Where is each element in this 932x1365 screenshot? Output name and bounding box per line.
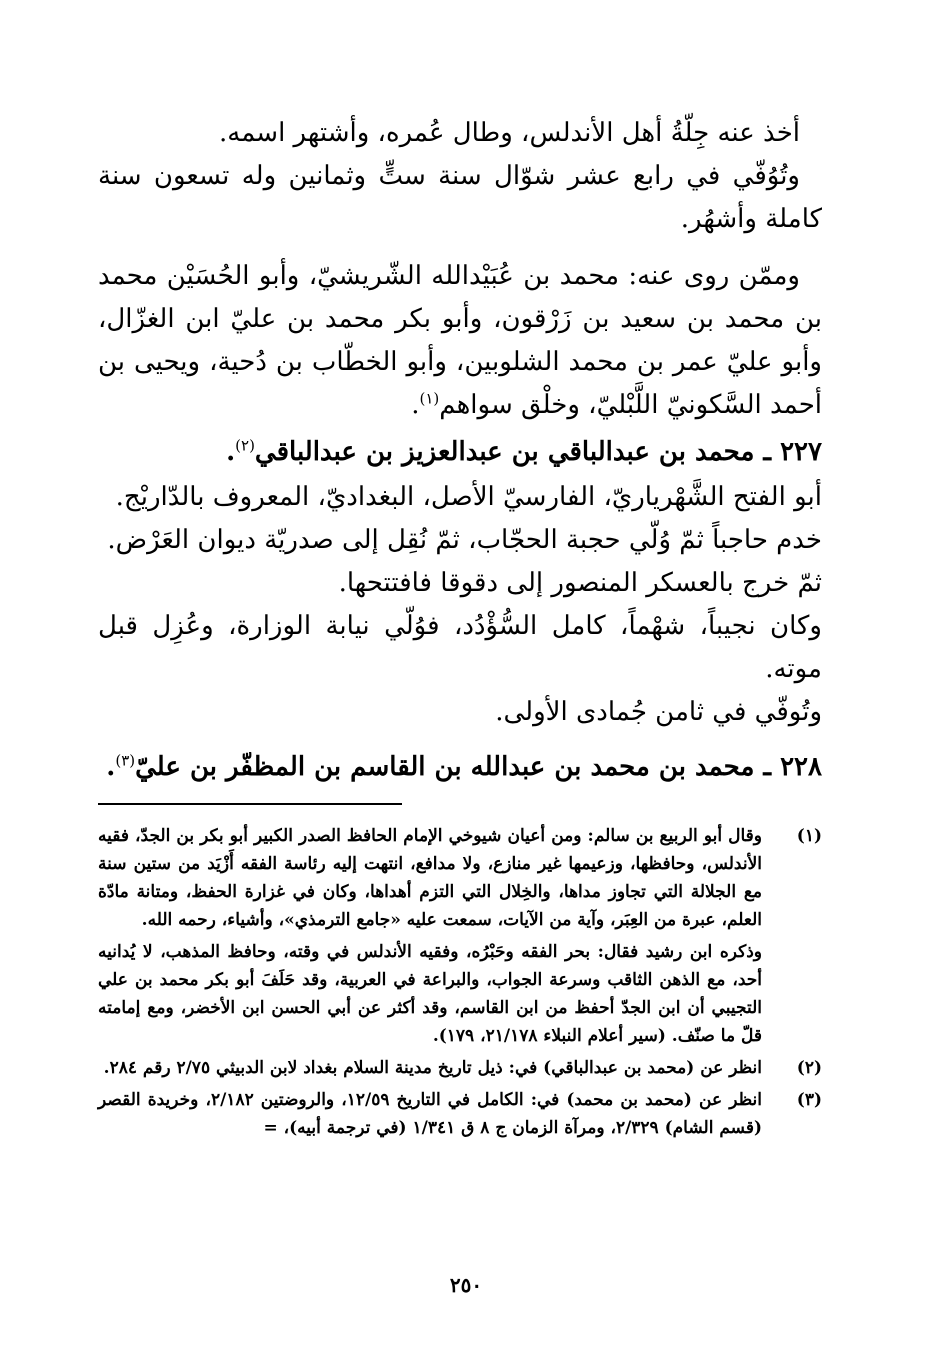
footnote-number: (٣) xyxy=(796,1090,822,1110)
footnote-text: وقال أبو الربيع بن سالم: ومن أعيان شيوخي الإمام الحافظ الصدر الكبير أبو بكر بن الجدّ، فقيه الأندلس، وحافظها، وزعيمها غير منازع، ولا مدافع، انتهت إليه رئاسة الفقه أَزْيَد من ستين سنة مع الجلالة التي تجاوز مداها، والخِلال التي التزم أهداها، وكان في غزارة الحفظ، ومتانة مادّة العلم، عبرة من العِبَر، وآية من الآيات، سمعت عليه «جامع الترمذي»، وأشياء، رحمه الله. xyxy=(98,826,762,930)
paragraph-end: . xyxy=(411,390,420,420)
footnote-text: وذكره ابن رشيد فقال: بحر الفقه وحَبْرُه، وفقيه الأندلس في وقته، وحافظ المذهب، لا يُدانيه أحد، مع الذهن الثاقب وسرعة الجواب، والبراعة في العربية، وقد حَلَفَ أبو بكر محمد بن علي التجيبي أن ابن الجدّ أحفظ من ابن القاسم، وقد أكثر عن أبي الحسن ابن الأخضر، ومع إمامته قلّ ما صنّف. (سير أعلام النبلاء ٢١/١٧٨، ١٧٩). xyxy=(98,942,762,1046)
paragraph: وكان نجيباً، شهْماً، كامل السُّؤْدُد، فوُلّي نيابة الوزارة، وعُزِل قبل موته. xyxy=(98,611,822,684)
footnote-ref: (٢) xyxy=(235,436,255,455)
footnote-body xyxy=(98,1054,762,1082)
footnote-number: (١) xyxy=(796,826,822,846)
footnotes xyxy=(98,822,822,1146)
footnote-text: انظر عن (محمد بن عبدالباقي) في: ذيل تاريخ مدينة السلام بغداد لابن الدبيثي ٢/٧٥ رقم ٢٨٤. xyxy=(103,1058,762,1078)
footnote-divider xyxy=(98,803,402,805)
footnote-number: (٢) xyxy=(796,1058,822,1078)
entry-end: . xyxy=(106,752,116,782)
paragraph: خدم حاجباً ثمّ وُلّي حجبة الحجّاب، ثمّ نُقِل إلى صدريّة ديوان العَرْض. xyxy=(107,525,822,555)
footnote xyxy=(98,822,822,1050)
footnote-ref: (٣) xyxy=(115,751,136,770)
paragraph xyxy=(98,255,822,427)
paragraph: وتُوُفّي في رابع عشر شوّال سنة ستٍّ وثمانين وله تسعون سنة كاملة وأشهُر. xyxy=(98,161,822,234)
page-number: ٢٥٠ xyxy=(449,1273,483,1297)
footnote xyxy=(98,1054,822,1082)
entry-end: . xyxy=(226,437,236,467)
footnote-body xyxy=(98,822,762,1050)
footnote-body xyxy=(98,1086,762,1142)
entry-title: ٢٢٨ ـ محمد بن محمد بن عبدالله بن القاسم بن المظفّر بن عليّ xyxy=(135,752,822,782)
entry-heading-227 xyxy=(98,431,822,474)
paragraph-text: وممّن روى عنه: محمد بن عُبَيْدالله الشّريشيّ، وأبو الحُسَيْن محمد بن محمد بن سعيد بن زَرْقون، وأبو بكر محمد بن عليّ ابن الغزّال، وأبو عليّ عمر بن محمد الشلوبين، وأبو الخطّاب بن دُحية، ويحيى بن أحمد السَّكونيّ اللَّبْليّ، وخلْق سواهم xyxy=(98,261,822,420)
entry-heading-228 xyxy=(98,746,822,789)
entry-title: ٢٢٧ ـ محمد بن عبدالباقي بن عبدالعزيز بن عبدالباقي xyxy=(254,437,822,467)
paragraph: أبو الفتح الشَّهْرياريّ، الفارسيّ الأصل، البغداديّ، المعروف بالدّاريْج. xyxy=(115,482,822,512)
paragraph: أخذ عنه جِلّةُ أهل الأندلس، وطال عُمره، وأشتهر اسمه. xyxy=(219,118,800,148)
paragraph: ثمّ خرج بالعسكر المنصور إلى دقوقا فافتتحها. xyxy=(338,568,822,598)
paragraph: وتُوفّي في ثامن جُمادى الأولى. xyxy=(495,697,822,727)
footnote xyxy=(98,1086,822,1142)
footnote-ref: (١) xyxy=(419,389,440,408)
main-text xyxy=(98,112,822,791)
footnote-text: انظر عن (محمد بن محمد) في: الكامل في التاريخ ١٢/٥٩، والروضتين ٢/١٨٢، وخريدة القصر (قسم الشام) ٢/٣٢٩، ومرآة الزمان ج ٨ ق ١/٣٤١ (في ترجمة أبيه)، = xyxy=(98,1090,763,1138)
